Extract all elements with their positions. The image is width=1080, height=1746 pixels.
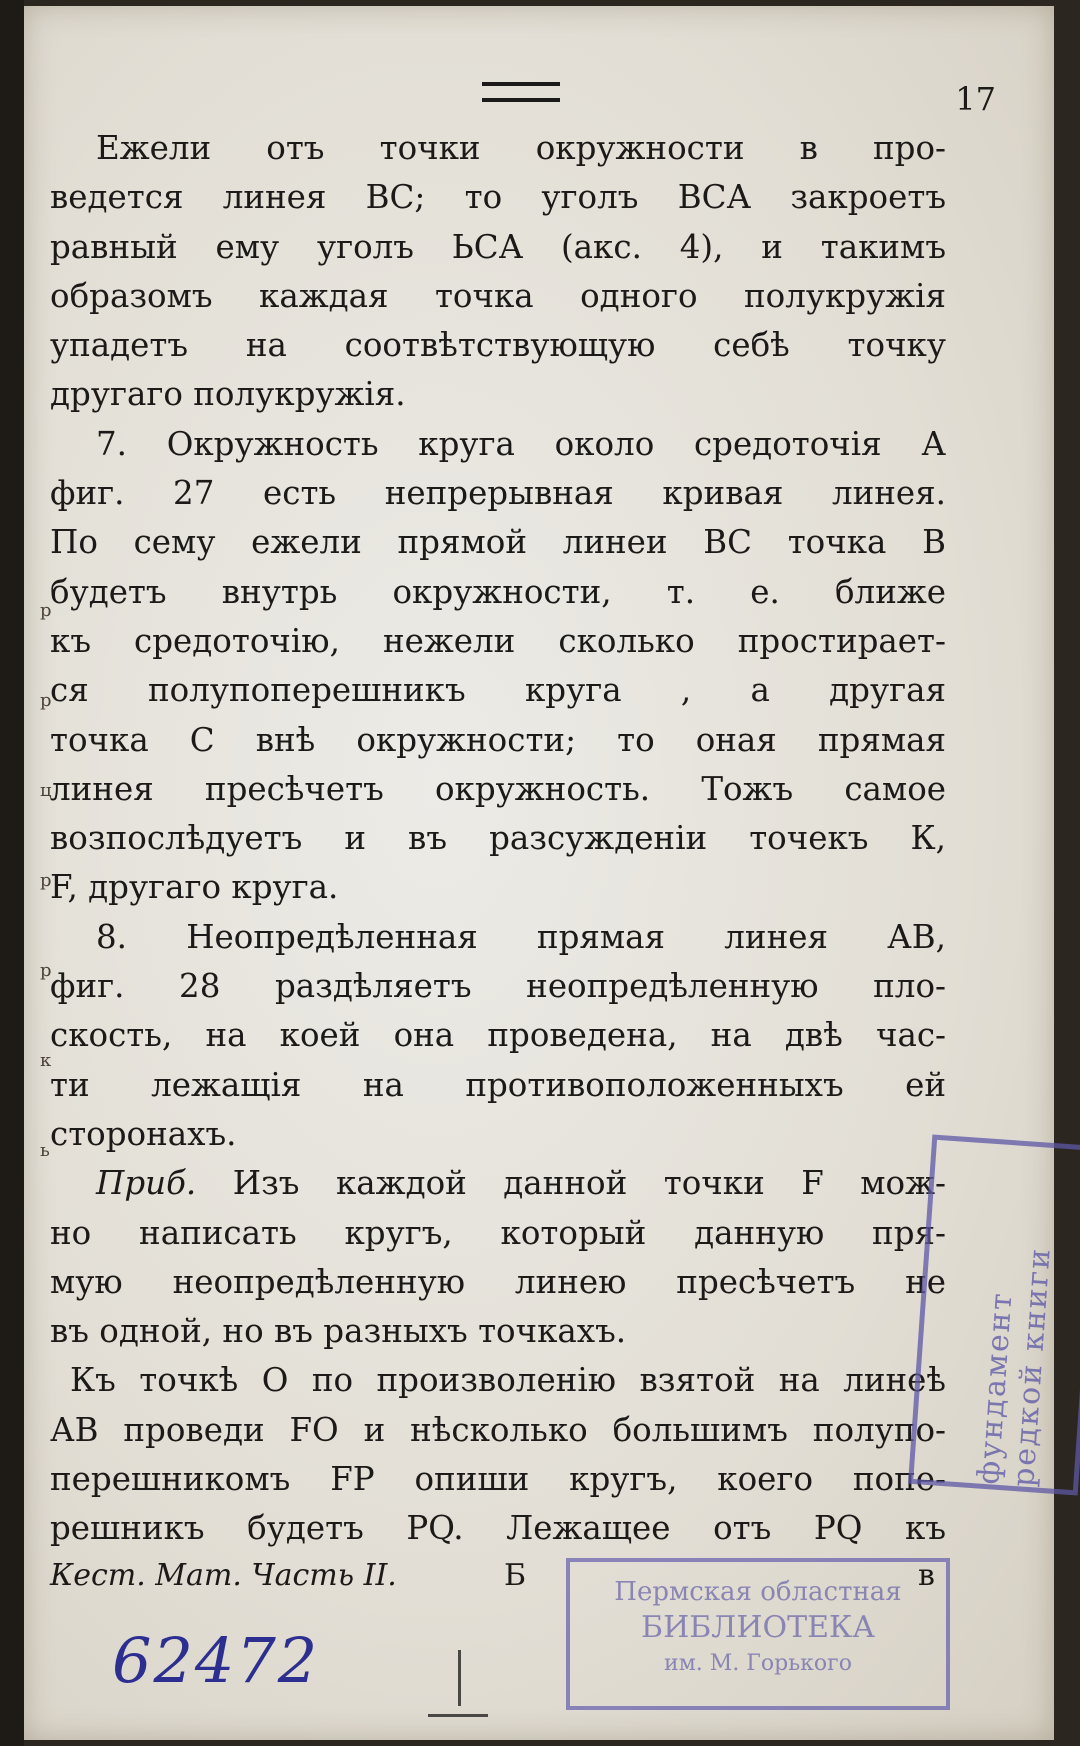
paragraph-note [50, 1159, 946, 1356]
signature-mark: Б [504, 1558, 527, 1593]
text-line [50, 1159, 946, 1208]
text-line: равный ему уголъ ЬСА (акс. 4), и такимъ [50, 227, 946, 266]
library-stamp [566, 1558, 950, 1710]
library-stamp-line1: Пермская областная [614, 1577, 902, 1607]
text-line: АВ проведи FO и нѣсколько большимъ полупо- [50, 1410, 946, 1449]
library-stamp-line3: им. М. Горького [664, 1651, 852, 1676]
text-line: фиг. 27 есть непрерывная кривая линея. [50, 474, 946, 513]
note-text: Изъ каждой данной точки F мож- [196, 1164, 946, 1203]
library-stamp-line2: БИБЛИОТЕКА [641, 1610, 875, 1645]
text-line: По сему ежели прямой линеи ВС точка В [50, 523, 946, 562]
text-line: скость, на коей она проведена, на двѣ час- [50, 1016, 946, 1055]
edge-mark: р [40, 870, 52, 891]
book-spine-shadow [0, 0, 24, 1746]
paragraph-1 [50, 124, 946, 420]
book-page [24, 6, 1058, 1740]
inventory-number: 62472 [112, 1624, 320, 1697]
pencil-mark [428, 1650, 488, 1717]
text-line: ти лежащія на противоположенныхъ ей [50, 1065, 946, 1104]
paragraph-3 [50, 913, 946, 1159]
edge-mark: к [40, 1050, 52, 1071]
text-line: Къ точкѣ О по произволенію взятой на линеѣ [70, 1361, 946, 1400]
text-line: къ средоточію, нежели сколько простирает- [50, 621, 946, 660]
footer-title: Кест. Мат. Часть II. [50, 1558, 397, 1593]
paragraph-2 [50, 420, 946, 913]
text-line: перешникомъ FP опиши кругъ, коего попе- [50, 1460, 946, 1499]
text-line: образомъ каждая точка одного полукружія [50, 276, 946, 315]
text-line: въ одной, но въ разныхъ точкахъ. [50, 1312, 627, 1351]
text-line: ведется линея ВС; то уголъ ВСА закроетъ [50, 178, 946, 217]
text-line: ся полупоперешникъ круга , а другая [50, 671, 946, 710]
text-line: мую неопредѣленную линею пресѣчетъ не [50, 1262, 946, 1301]
page-body-text [50, 124, 946, 1554]
text-line: решникъ будетъ PQ. Лежащее отъ PQ къ [50, 1509, 946, 1548]
text-line: но написать кругъ, который данную пря- [50, 1213, 946, 1252]
text-line: будетъ внутрь окружности, т. е. ближе [50, 572, 946, 611]
edge-mark: ц [40, 780, 52, 801]
edge-mark: р [40, 600, 52, 621]
edge-mark: р [40, 960, 52, 981]
text-line: упадетъ на соотвѣтствующую себѣ точку [50, 326, 946, 365]
note-lead: Приб. [96, 1164, 197, 1203]
signature-mark-right: в [918, 1558, 935, 1593]
text-line: Ежели отъ точки окружности в про- [96, 129, 946, 167]
edge-mark: ь [40, 1140, 50, 1161]
paragraph-5 [50, 1356, 946, 1553]
text-line: точка С внѣ окружности; то оная прямая [50, 720, 946, 759]
rare-book-stamp-text: фундамент редкой книги [971, 1245, 1058, 1488]
rare-book-stamp [908, 1134, 1080, 1495]
text-line: F, другаго круга. [50, 868, 339, 907]
text-line: другаго полукружія. [50, 375, 406, 414]
page-number: 17 [955, 80, 996, 118]
header-rule [482, 82, 560, 102]
text-line: сторонахъ. [50, 1114, 237, 1153]
text-line: линея пресѣчетъ окружность. Тожъ самое [50, 769, 946, 808]
text-line: фиг. 28 раздѣляетъ неопредѣленную пло- [50, 967, 946, 1006]
text-line: возпослѣдуетъ и въ разсужденіи точекъ К, [50, 819, 946, 858]
edge-mark: р [40, 690, 52, 711]
text-line: 7. Окружность круга около средоточія А [96, 424, 946, 463]
text-line: 8. Неопредѣленная прямая линея АВ, [96, 917, 946, 956]
